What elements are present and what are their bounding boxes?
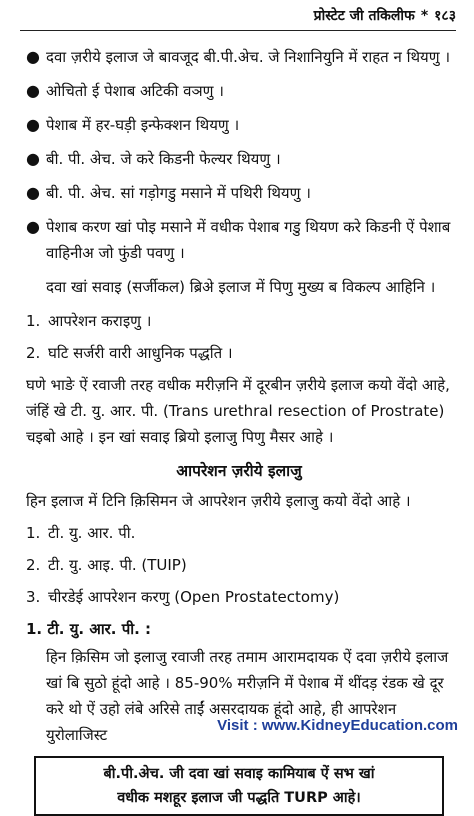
options-list bbox=[26, 308, 452, 366]
page-header bbox=[20, 6, 456, 25]
list-item: 1. टी. यु. आर. पी. bbox=[26, 524, 136, 542]
list-item: 3. चीरडेई आपरेशन करणु (Open Prostatectomy) bbox=[26, 588, 340, 606]
highlight-box bbox=[34, 756, 444, 816]
highlight-line-2: वधीक मशहूर इलाज जी पद्धति TURP आहे। bbox=[117, 790, 361, 806]
bullet-icon: ● bbox=[26, 149, 40, 168]
bullet-icon: ● bbox=[26, 47, 40, 66]
list-item: ● पेशाब में हर-घड़ी इन्फेक्शन थियणु । bbox=[26, 112, 452, 138]
paragraph-turp-details: हिन क़िसिम जो इलाजु रवाजी तरह तमाम आरामदायक ऐं दवा ज़रीये इलाज खां बि सुठो हूंदो आहे । 85-90% मरीज़नि में पेशाब में थींदड़ रंडक खे दूर करे थो ऐं उहो लंबे अरिसे ताईं असरदायक हूंदो आहे, ही आपरेशन युरोलाजिस्ट bbox=[46, 648, 449, 744]
bullet-list bbox=[26, 44, 452, 266]
header-rule bbox=[20, 30, 456, 31]
bullet-icon: ● bbox=[26, 183, 40, 202]
highlight-line-1: बी.पी.अेच. जी दवा खां सवाइ कामियाब ऐं सभ खां bbox=[103, 766, 375, 782]
bullet-icon: ● bbox=[26, 81, 40, 100]
page-content bbox=[26, 44, 452, 816]
header-title: प्रोस्टेट जी तकिलीफ bbox=[313, 8, 415, 24]
list-item: ● पेशाब करण खां पोइ मसाने में वधीक पेशाब गडु थियण करे किडनी ऐं पेशाब वाहिनीअ जो फुंडी पवणु । bbox=[26, 214, 452, 266]
list-item: 2. घटि सर्जरी वारी आधुनिक पद्धति । bbox=[26, 344, 233, 362]
page-number: १८३ bbox=[434, 8, 456, 24]
paragraph-methods-intro: हिन इलाज में टिनि क़िसिमन जे आपरेशन ज़रीये इलाजु कयो वेंदो आहे । bbox=[26, 492, 411, 510]
intro-text: दवा खां सवाइ (सर्जीकल) ब्रिअे इलाज में पिणु मुख्य ब विकल्प आहिनि । bbox=[46, 278, 436, 296]
list-item: 2. टी. यु. आइ. पी. (TUIP) bbox=[26, 556, 187, 574]
section-heading: आपरेशन ज़रीये इलाजु bbox=[176, 462, 302, 480]
subheading-turp: 1. टी. यु. आर. पी. : bbox=[26, 620, 152, 638]
list-item: ● बी. पी. अेच. जे करे किडनी फेल्यर थियणु । bbox=[26, 146, 452, 172]
paragraph-turp-intro: घणे भाङे ऐं रवाजी तरह वधीक मरीज़नि में दूरबीन ज़रीये इलाज कयो वेंदो आहे, जंहिं खे टी. यु. आर. पी. (Trans urethral resection of Prostrate) चइबो आहे । इन खां सवाइ ब्रियो इलाजु पिणु मैसर आहे । bbox=[26, 376, 450, 446]
bullet-icon: ● bbox=[26, 115, 40, 134]
list-item: ● बी. पी. अेच. सां गड़ोगडु मसाने में पथिरी थियणु । bbox=[26, 180, 452, 206]
list-item: 1. आपरेशन कराइणु । bbox=[26, 312, 152, 330]
list-item: ● ओचितो ई पेशाब अटिकी वञणु । bbox=[26, 78, 452, 104]
header-separator: * bbox=[420, 7, 429, 24]
website-link[interactable]: Visit : www.KidneyEducation.com bbox=[217, 717, 458, 734]
methods-list bbox=[26, 520, 452, 610]
list-item: ● दवा ज़रीये इलाज जे बावजूद बी.पी.अेच. जे निशानियुनि में राहत न थियणु । bbox=[26, 44, 452, 70]
bullet-icon: ● bbox=[26, 217, 40, 236]
